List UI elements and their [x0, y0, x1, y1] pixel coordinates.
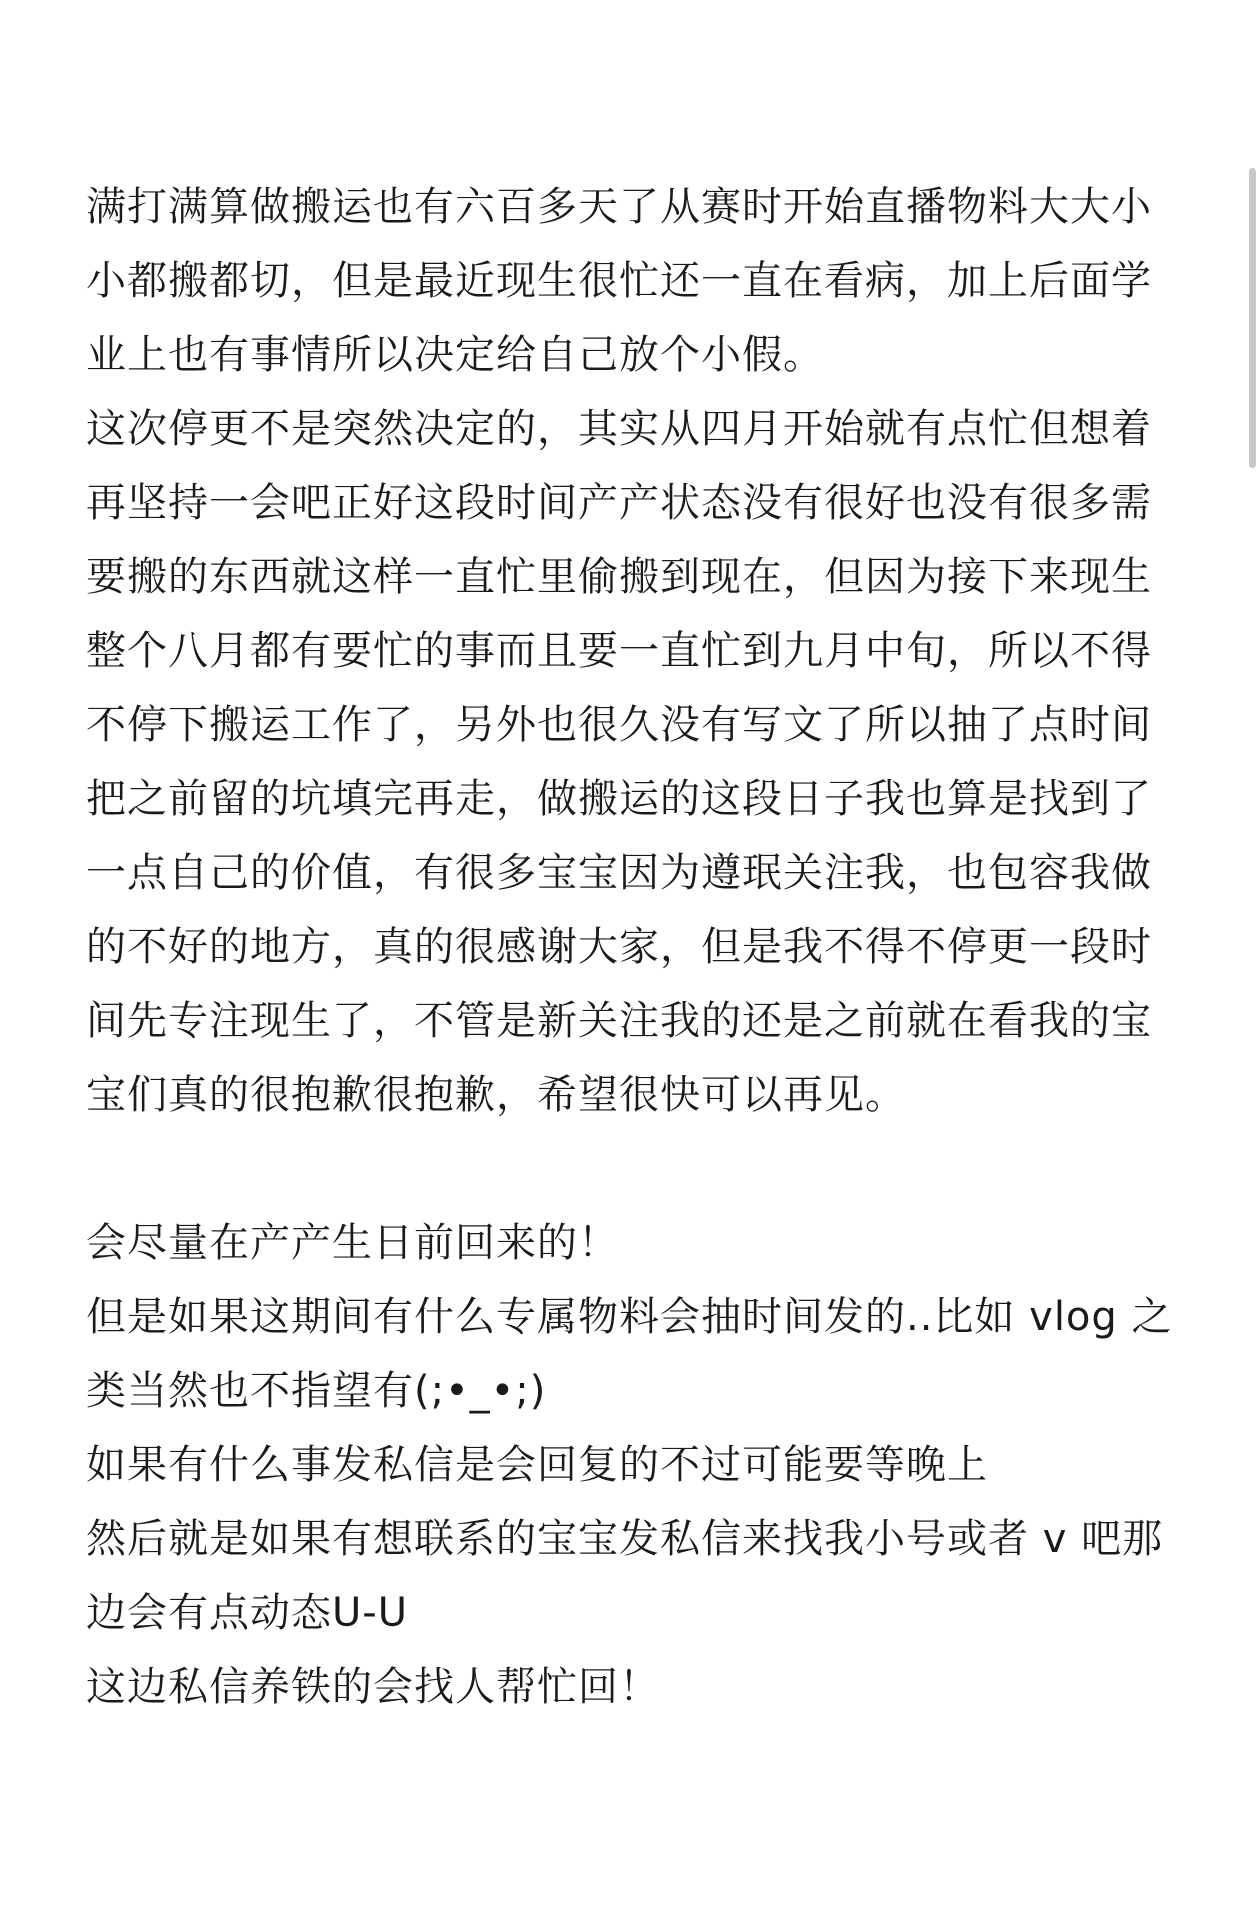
text-line: 这次停更不是突然决定的，其实从四月开始就有点忙但想着 [86, 406, 1152, 452]
text-line: 一点自己的价值，有很多宝宝因为遵珉关注我，也包容我做 [86, 850, 1152, 896]
paragraph-gap [86, 1132, 1186, 1206]
scrollbar-thumb[interactable] [1249, 168, 1256, 468]
text-line: 然后就是如果有想联系的宝宝发私信来找我小号或者 v 吧那 [86, 1516, 1164, 1562]
text-line: 业上也有事情所以决定给自己放个小假。 [86, 332, 824, 378]
text-line: 要搬的东西就这样一直忙里偷搬到现在，但因为接下来现生 [86, 554, 1152, 600]
text-line: 不停下搬运工作了，另外也很久没有写文了所以抽了点时间 [86, 702, 1152, 748]
paragraph-explanation [86, 392, 1186, 1132]
text-line: 但是如果这期间有什么专属物料会抽时间发的..比如 vlog 之 [86, 1294, 1173, 1340]
text-line: 再坚持一会吧正好这段时间产产状态没有很好也没有很多需 [86, 480, 1152, 526]
text-line: 边会有点动态ᑌ-ᑌ [86, 1590, 408, 1636]
text-line: 满打满算做搬运也有六百多天了从赛时开始直播物料大大小 [86, 184, 1152, 230]
text-line: 宝们真的很抱歉很抱歉，希望很快可以再见。 [86, 1072, 906, 1118]
text-line: 如果有什么事发私信是会回复的不过可能要等晚上 [86, 1442, 988, 1488]
text-line: 会尽量在产产生日前回来的！ [86, 1220, 619, 1266]
text-line: 的不好的地方，真的很感谢大家，但是我不得不停更一段时 [86, 924, 1152, 970]
vertical-scrollbar[interactable] [1246, 0, 1260, 1916]
text-line: 整个八月都有要忙的事而且要一直忙到九月中旬，所以不得 [86, 628, 1152, 674]
paragraph-notes [86, 1206, 1186, 1724]
article-body [86, 170, 1186, 1724]
text-line: 间先专注现生了，不管是新关注我的还是之前就在看我的宝 [86, 998, 1152, 1044]
text-line: 小都搬都切，但是最近现生很忙还一直在看病，加上后面学 [86, 258, 1152, 304]
text-line: 把之前留的坑填完再走，做搬运的这段日子我也算是找到了 [86, 776, 1152, 822]
text-line: 类当然也不指望有(;•_•;) [86, 1368, 547, 1414]
text-line: 这边私信养铁的会找人帮忙回！ [86, 1664, 660, 1710]
paragraph-intro [86, 170, 1186, 392]
